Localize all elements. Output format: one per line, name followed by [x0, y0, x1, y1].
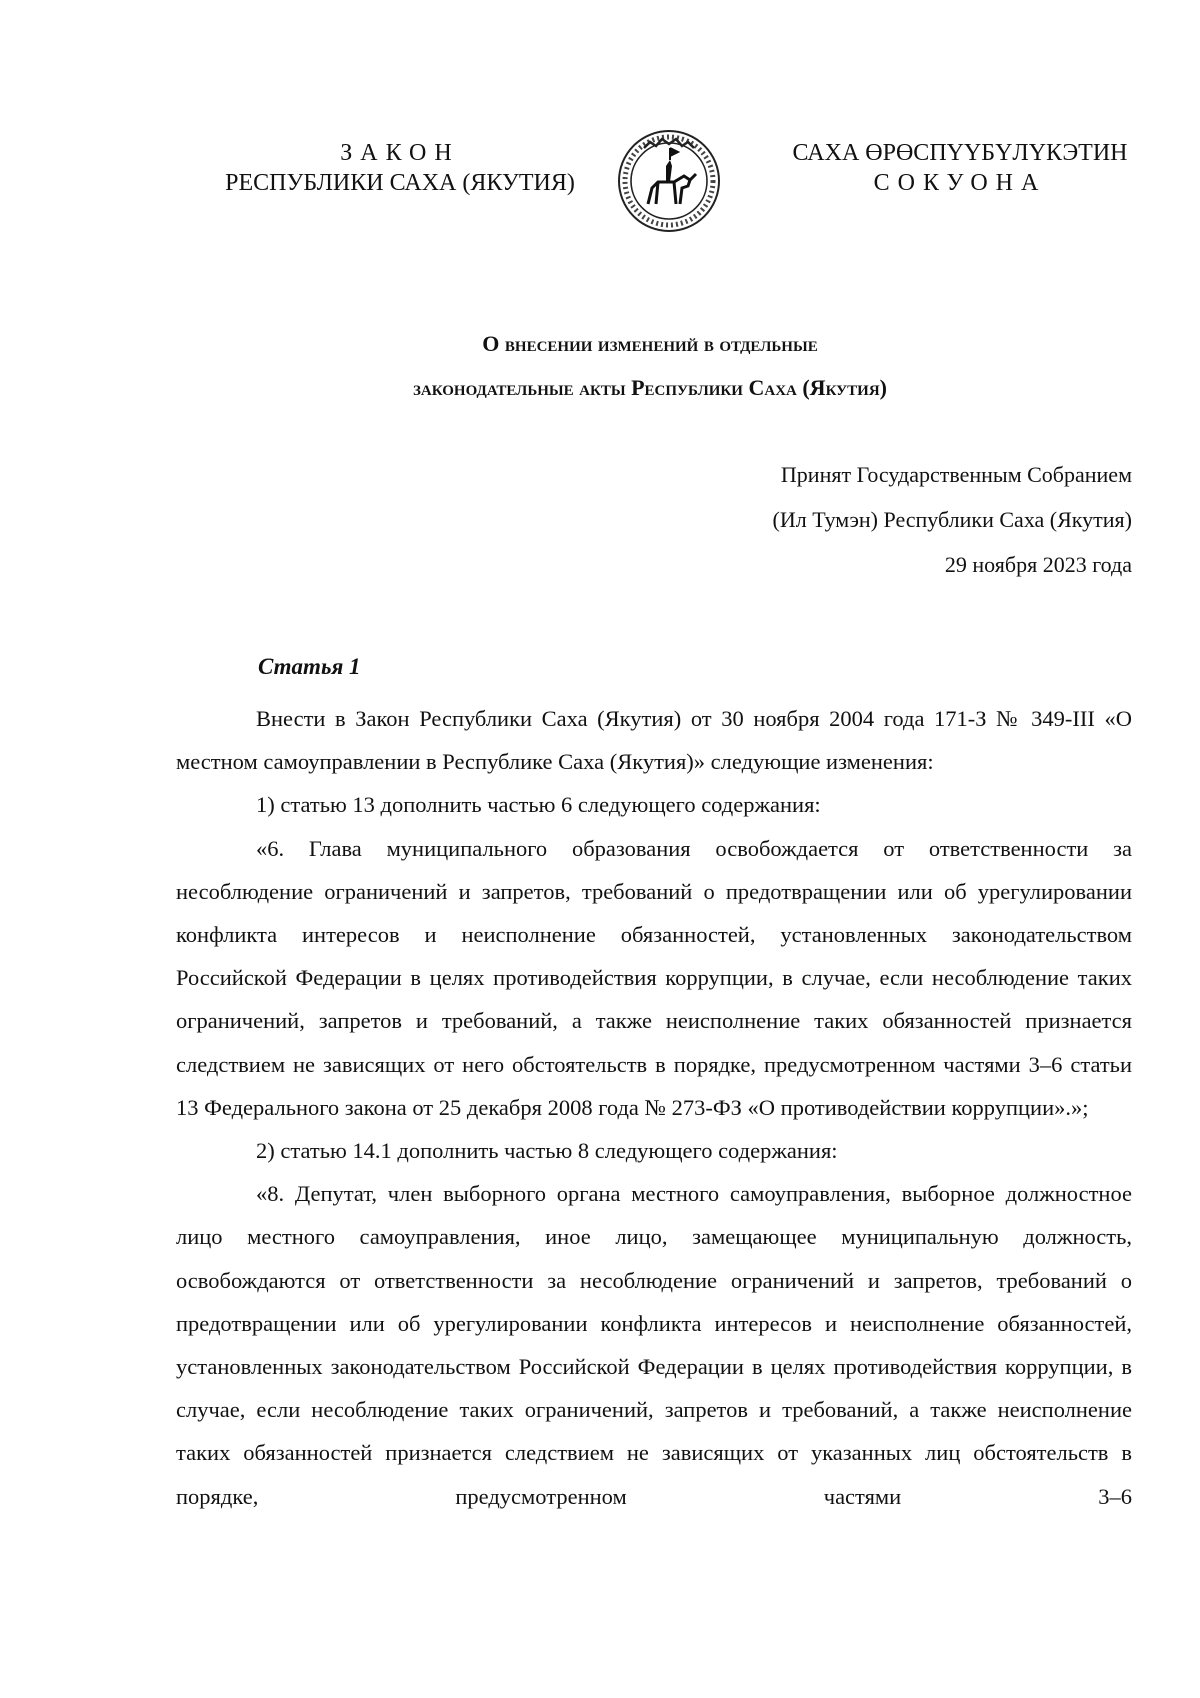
article-body: [176, 697, 1132, 1518]
adoption-line2: (Ил Тумэн) Республики Саха (Якутия): [772, 507, 1132, 532]
sakha-coat-of-arms-icon: [614, 126, 724, 236]
article-heading: Статья 1: [258, 654, 361, 679]
law-label: ЗАКОН: [340, 140, 460, 166]
adoption-date: 29 ноября 2023 года: [944, 552, 1132, 577]
law-title-line2: законодательные акты Республики Саха (Якутия): [413, 375, 887, 400]
paragraph: «6. Глава муниципального образования освобождается от ответственности за несоблюдение ограничений и запретов, требований о предотвращении или об урегулировании конфликта интересов и неисполнение обязанностей, установленных законодательством Российской Федерации в целях противодействия коррупции, в случае, если несоблюдение таких ограничений, запретов и требований, а также неисполнение таких обязанностей признается следствием не зависящих от него обстоятельств в порядке, предусмотренном частями 3–6 статьи 13 Федерального закона от 25 декабря 2008 года № 273-ФЗ «О противодействии коррупции».»;: [176, 835, 1132, 1120]
law-title: [300, 322, 1000, 410]
adoption-info: [773, 452, 1132, 587]
paragraph: Внести в Закон Республики Саха (Якутия) от 30 ноября 2004 года 171-З № 349-III «О местном самоуправлении в Республике Саха (Якутия)» следующие изменения:: [176, 706, 1132, 775]
paragraph: 2) статью 14.1 дополнить частью 8 следующего содержания:: [256, 1138, 838, 1164]
law-label-sakha: СОКУОНА: [873, 170, 1047, 196]
republic-name-sakha: САХА ӨРӨСПҮҮБҮЛҮКЭТИН: [792, 140, 1128, 166]
republic-name: РЕСПУБЛИКИ САХА (ЯКУТИЯ): [225, 170, 575, 196]
paragraph: 1) статью 13 дополнить частью 6 следующего содержания:: [256, 792, 821, 818]
paragraph: «8. Депутат, член выборного органа местного самоуправления, выборное должностное лицо местного самоуправления, иное лицо, замещающее муниципальную должность, освобождаются от ответственности за несоблюдение ограничений и запретов, требований о предотвращении или об урегулировании конфликта интересов и неисполнение обязанностей, установленных законодательством Российской Федерации в целях противодействия коррупции, в случае, если несоблюдение таких ограничений, запретов и требований, а также неисполнение таких обязанностей признается следствием не зависящих от указанных лиц обстоятельств в порядке, предусмотренном частями 3–6: [176, 1181, 1132, 1509]
header-left: [210, 138, 590, 198]
law-title-line1: О внесении изменений в отдельные: [482, 331, 818, 356]
adoption-line1: Принят Государственным Собранием: [780, 462, 1132, 487]
header-right: [780, 138, 1140, 198]
